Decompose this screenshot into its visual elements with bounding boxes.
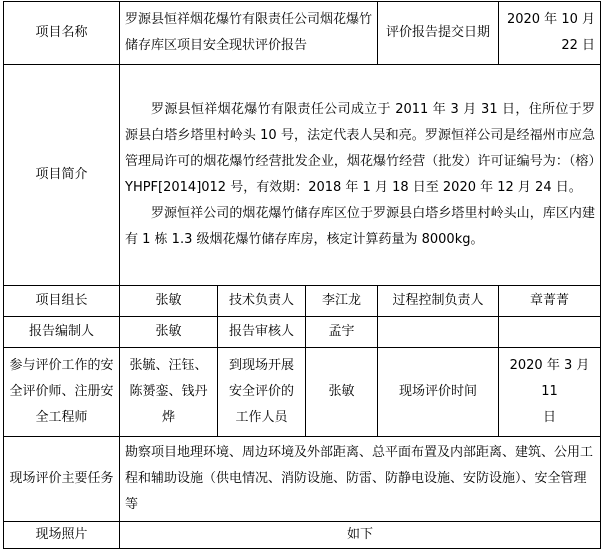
label-onsite-time: 现场评价时间	[378, 348, 499, 437]
label-submit-date: 评价报告提交日期	[378, 2, 499, 65]
value-submit-date	[499, 2, 601, 65]
value-report-author: 张敏	[120, 317, 218, 348]
label-project-name: 项目名称	[4, 2, 120, 65]
value-onsite-time	[499, 348, 601, 437]
label-report-author: 报告编制人	[4, 317, 120, 348]
value-onsite-tasks: 勘察项目地理环境、周边环境及外部距离、总平面布置及内部距离、建筑、公用工程和辅助设施（供电情况、消防设施、防雷、防静电设施、安防设施）、安全管理等	[120, 437, 601, 522]
project-info-table	[3, 1, 601, 549]
label-team-leader: 项目组长	[4, 286, 120, 317]
value-onsite-staff: 张敏	[306, 348, 378, 437]
row-team	[4, 286, 601, 317]
intro-paragraph-2: 罗源恒祥公司的烟花爆竹储存库区位于罗源县白塔乡塔里村岭头山，库区内建有 1 栋 1.3 级烟花爆竹储存库房，核定计算药量为 8000kg。	[125, 206, 595, 247]
onsite-date-line2: 日	[542, 410, 556, 425]
label-project-intro: 项目简介	[4, 65, 120, 286]
value-tech-lead: 李江龙	[306, 286, 378, 317]
label-onsite-tasks: 现场评价主要任务	[4, 437, 120, 522]
row-onsite-photos	[4, 522, 601, 549]
row-report	[4, 317, 601, 348]
value-onsite-photos: 如下	[120, 522, 601, 549]
submit-date-line1: 2020 年 10 月	[506, 12, 595, 27]
label-tech-lead: 技术负责人	[218, 286, 306, 317]
label-onsite-staff: 到现场开展安全评价的工作人员	[218, 348, 306, 437]
intro-paragraph-1: 罗源县恒祥烟花爆竹有限责任公司成立于 2011 年 3 月 31 日，住所位于罗源县白塔乡塔里村岭头 10 号，法定代表人吴和亮。罗源恒祥公司是经福州市应急管理局许可的烟花爆竹经营批发企业，烟花爆竹经营（批发）许可证编号为：（榕）YHPF[2014]012 号，有效期：2018 年 1 月 18 日至 2020 年 12 月 24 日。	[125, 102, 595, 195]
label-report-reviewer: 报告审核人	[218, 317, 306, 348]
label-process-lead: 过程控制负责人	[378, 286, 499, 317]
value-project-intro	[120, 65, 601, 286]
onsite-date-line1: 2020 年 3 月 11	[509, 358, 590, 399]
row-project-intro	[4, 65, 601, 286]
value-team-leader: 张敏	[120, 286, 218, 317]
value-report-reviewer: 孟宇	[306, 317, 378, 348]
row-onsite-tasks	[4, 437, 601, 522]
row-project-name	[4, 2, 601, 65]
value-evaluators: 张毓、汪钰、陈赟銮、钱丹烨	[120, 348, 218, 437]
row-evaluators	[4, 348, 601, 437]
empty-cell-2	[499, 317, 601, 348]
value-process-lead: 章菁菁	[499, 286, 601, 317]
value-project-name: 罗源县恒祥烟花爆竹有限责任公司烟花爆竹储存库区项目安全现状评价报告	[120, 2, 378, 65]
submit-date-line2: 22 日	[561, 38, 595, 53]
label-onsite-photos: 现场照片	[4, 522, 120, 549]
label-evaluators: 参与评价工作的安全评价师、注册安全工程师	[4, 348, 120, 437]
empty-cell-1	[378, 317, 499, 348]
